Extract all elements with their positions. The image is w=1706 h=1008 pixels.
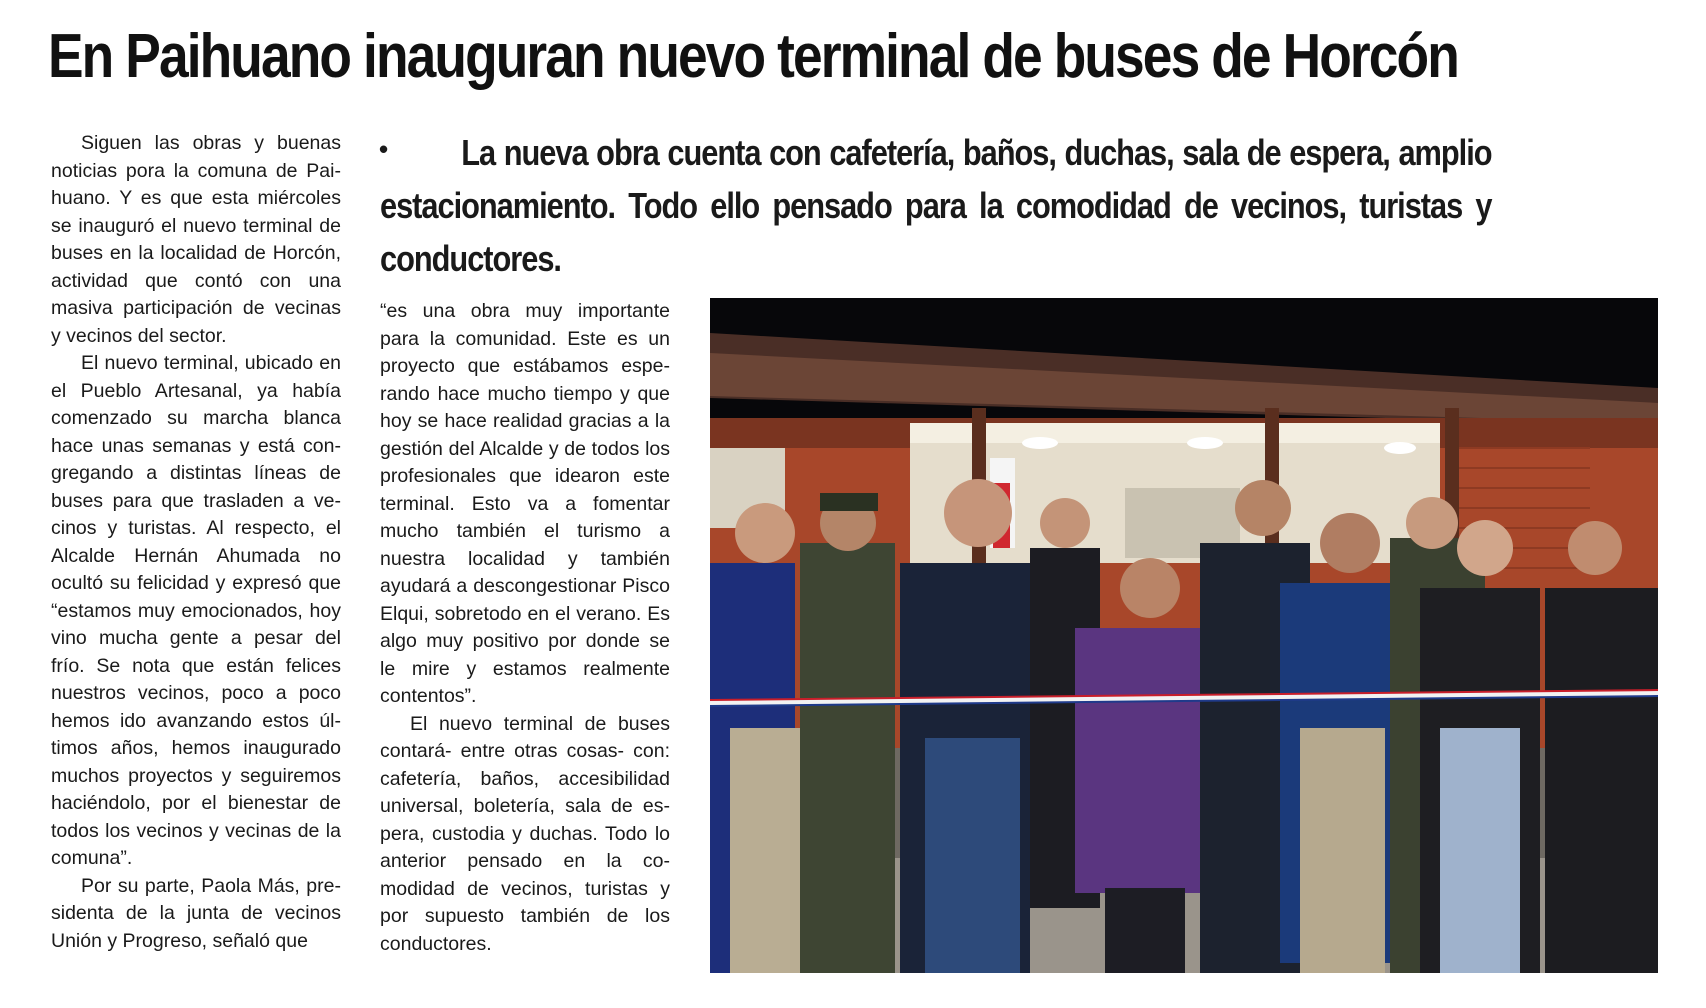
paragraph: Por su parte, Paola Más, presidenta de la junta de vecinos Unión y Progreso, señaló que bbox=[51, 874, 341, 952]
deck-bullet: • bbox=[379, 134, 389, 164]
ribbon-cutting-illustration bbox=[710, 298, 1658, 973]
body-column-2 bbox=[380, 298, 670, 958]
body-column-1 bbox=[51, 130, 341, 955]
paragraph: El nuevo terminal de buses contará- entre otras cosas- con: cafetería, baños, accesibilidad universal, boletería, sala de espera, custodia y duchas. Todo lo anterior pensado en la comodidad de vecinos, turistas y por supuesto también de los conductores. bbox=[380, 712, 670, 955]
paragraph: El nuevo terminal, ubicado en el Pueblo Artesanal, ya había comenzado su marcha blanca hace unas semanas y está congregando a distintas líneas de buses para que trasladen a vecinos y turistas. Al respecto, el Alcalde Hernán Ahumada no ocultó su felicidad y expresó que “estamos muy emocionados, hoy vino mucha gente a pesar del frío. Se nota que están felices nuestros vecinos, poco a poco hemos ido avanzando estos últimos años, hemos inaugurado muchos proyectos y seguiremos haciéndolo, por el bienestar de todos los vecinos y vecinas de la comuna”. bbox=[51, 352, 341, 869]
paragraph: “es una obra muy importante para la comunidad. Este es un proyecto que estábamos esperando hace mucho tiempo y que hoy se hace realidad gracias a la gestión del Alcalde y de todos los profesionales que idearon este terminal. Esto va a fomentar mucho también el turismo a nuestra localidad y también ayudará a descongestionar Pisco Elqui, sobretodo en el verano. Es algo muy positivo por donde se le mire y estamos realmente contentos”. bbox=[380, 300, 670, 707]
deck: La nueva obra cuenta con cafetería, baños, duchas, sala de espera, amplio estacionamiento. Todo ello pensado para la comodidad de vecinos, turistas y conductores. bbox=[380, 132, 1492, 279]
article-photo bbox=[710, 298, 1658, 973]
headline: En Paihuano inauguran nuevo terminal de buses de Horcón bbox=[48, 22, 1458, 91]
paragraph: Siguen las obras y buenas noticias pora la comuna de Paihuano. Y es que esta miércoles se inauguró el nuevo terminal de buses en la localidad de Horcón, actividad que contó con una masiva participación de vecinas y vecinos del sector. bbox=[51, 132, 341, 347]
